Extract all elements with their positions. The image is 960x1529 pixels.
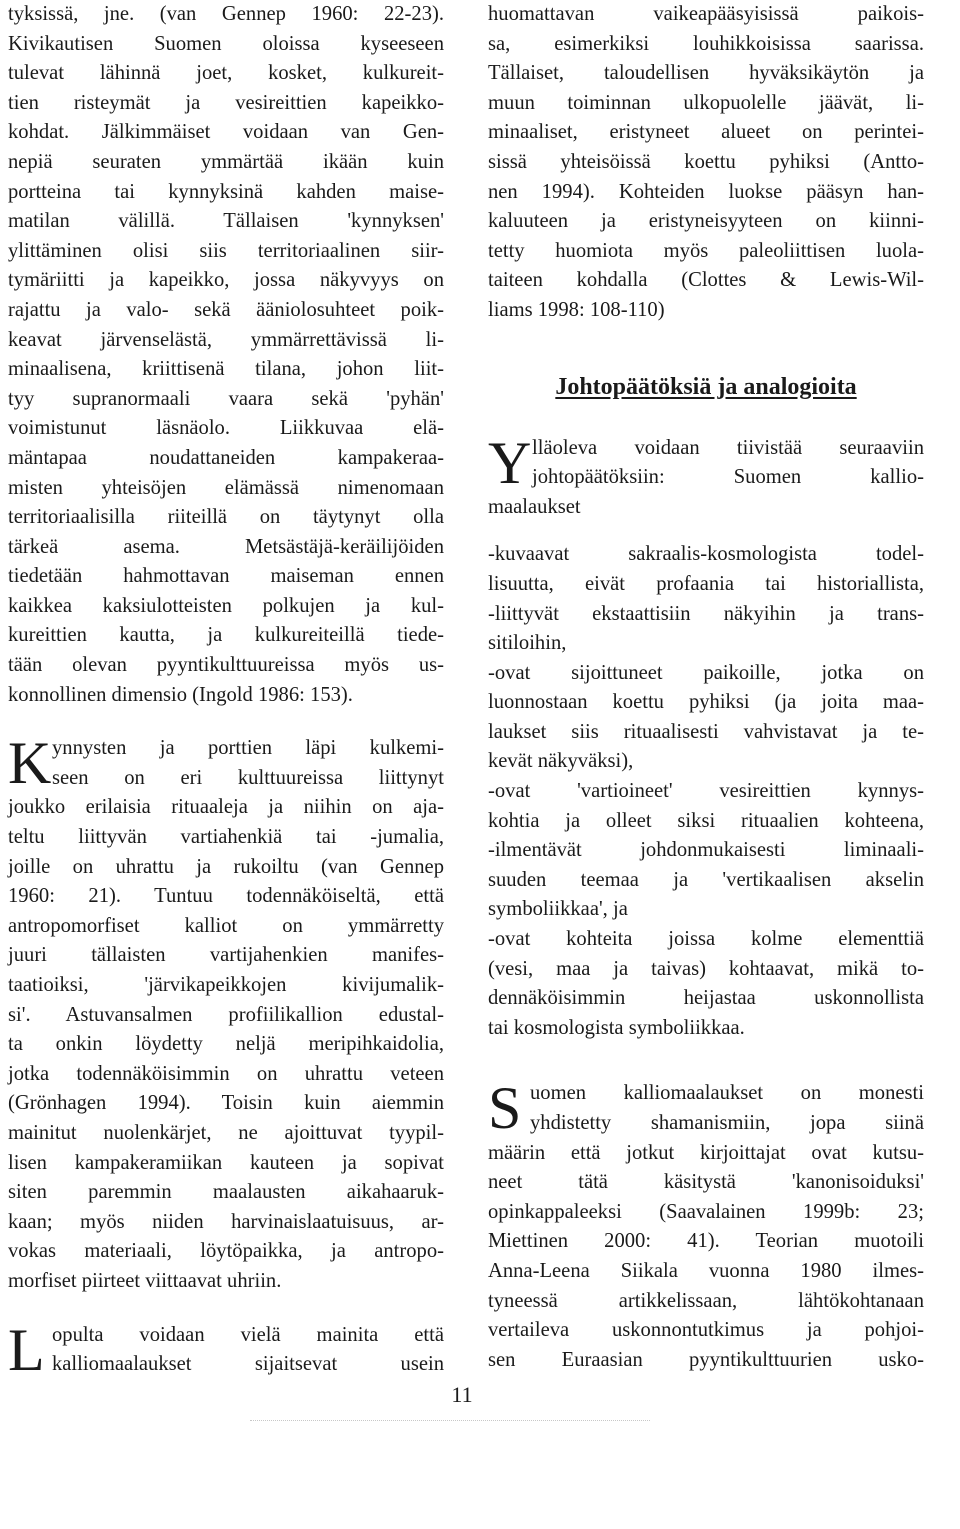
text-line: joille on uhrattu ja rukoiltu (van Gennep — [8, 855, 444, 878]
text-line: maalaukset — [488, 495, 581, 518]
text-line: kaan; myös niiden harvinaislaatuisuus, ar- — [8, 1210, 444, 1233]
text-line: joukko erilaisia rituaaleja ja niihin on aja- — [8, 796, 444, 819]
text-line: taatioiksi, 'järvikapeikkojen kivijumalik- — [8, 974, 444, 996]
text-line: konnollinen dimensio (Ingold 1986: 153). — [8, 683, 353, 706]
text-line: ta onkin löydetty neljä meripihkaidolia, — [8, 1033, 444, 1056]
text-line: Tällaiset, taloudellisen hyväksikäytön ja — [488, 62, 924, 85]
text-line: -ovat 'vartioineet' vesireittien kynnys- — [488, 780, 924, 803]
text-line: lisen kampakeramiikan kauteen ja sopivat — [8, 1151, 444, 1174]
text-line: lisuutta, eivät profaania tai historiallista, — [488, 572, 924, 595]
text-line: -ovat sijoittuneet paikoille, jotka on — [488, 661, 924, 684]
text-line: kevät näkyväksi), — [488, 750, 634, 773]
text-line: johtopäätöksiin: Suomen kallio- — [532, 466, 924, 489]
text-line: tymäriitti ja kapeikko, jossa näkyvyys on — [8, 269, 444, 292]
text-line: vokas materiaali, löytöpaikka, ja antropo- — [8, 1240, 444, 1263]
text-line: territoriaalisilla riiteillä on täytynyt olla — [8, 506, 444, 529]
text-line: huomattavan vaikeapääsyisissä paikois- — [488, 3, 924, 25]
right-paragraph-4 — [488, 1075, 924, 1375]
left-column — [8, 0, 444, 1383]
text-line: (Grönhagen 1994). Toisin kuin aiemmin — [8, 1092, 444, 1115]
text-line: nepiä seuraten ymmärtää ikään kuin — [8, 150, 444, 173]
text-line: 1960: 21). Tuntuu todennäköiseltä, että — [8, 885, 444, 908]
text-line: luonnostaan koettu pyhiksi (ja joita maa- — [488, 691, 924, 714]
text-line: sitiloihin, — [488, 632, 567, 655]
text-line: kalliomaalaukset sijaitsevat usein — [52, 1353, 444, 1376]
text-line: keavat järvenselästä, ymmärrettävissä li- — [8, 328, 444, 351]
section-heading: Johtopäätöksiä ja analogioita — [555, 373, 857, 400]
footer-rule — [250, 1420, 650, 1422]
text-line: voimistunut läsnäolo. Liikkuvaa elä- — [8, 417, 444, 440]
text-line: suuden teemaa ja 'vertikaalisen akselin — [488, 868, 924, 891]
text-line: sa, esimerkiksi louhikkoisissa saarissa. — [488, 32, 924, 55]
text-line: si'. Astuvansalmen profiilikallion edustal- — [8, 1003, 444, 1026]
text-line: -ilmentävät johdonmukaisesti liminaali- — [488, 839, 924, 862]
text-line: tyksissä, jne. (van Gennep 1960: 22-23). — [8, 3, 444, 25]
text-line: Anna-Leena Siikala vuonna 1980 ilmes- — [488, 1259, 924, 1282]
text-line: Kivikautisen Suomen oloissa kyseeseen — [8, 32, 444, 55]
text-line: teltu liittyvän vartiahenkiä tai -jumalia, — [8, 826, 444, 849]
text-line: misten yhteisöjen elämässä nimenomaan — [8, 476, 444, 499]
dropcap-s: S — [488, 1075, 522, 1142]
text-line: kohdat. Jälkimmäiset voidaan van Gen- — [8, 121, 444, 144]
text-line: (vesi, maa ja taivas) kohtaavat, mikä to- — [488, 957, 924, 980]
text-line: siten paremmin maalausten aikahaaruk- — [8, 1181, 444, 1204]
text-line: opinkappaleeksi (Saavalainen 1999b: 23; — [488, 1200, 924, 1223]
text-line: kaluuteen ja eristyneisyyteen on kiinni- — [488, 210, 924, 233]
text-line: tärkeä asema. Metsästäjä-keräilijöiden — [8, 535, 444, 558]
text-line: antropomorfiset kalliot on ymmärretty — [8, 914, 444, 937]
text-line: -liittyvät ekstaattisiin näkyihin ja trans- — [488, 602, 924, 625]
text-line: tään olevan pyyntikulttuureissa myös us- — [8, 654, 444, 677]
text-line: kohtia ja olleet siksi rituaalien kohteena, — [488, 809, 924, 832]
text-line: matilan välillä. Tällaisen 'kynnyksen' — [8, 210, 444, 233]
text-line: laukset siis rituaalisesti vahvistavat ja te- — [488, 720, 924, 743]
text-line: liams 1998: 108-110) — [488, 298, 665, 321]
left-paragraph-2 — [8, 730, 444, 1296]
text-line: -ovat kohteita joissa kolme elementtiä — [488, 928, 924, 951]
text-line: määrin että jotkut kirjoittajat ovat kutsu- — [488, 1141, 924, 1164]
text-line: yhdistetty shamanismiin, jopa siinä — [530, 1112, 924, 1134]
text-line: jotka todennäköisimmin on uhrattu veteen — [8, 1062, 444, 1085]
text-line: kureittien kautta, ja kulkureiteillä tiede- — [8, 624, 444, 647]
right-paragraph-1 — [488, 0, 924, 326]
right-paragraph-2 — [488, 429, 924, 523]
text-line: mäntapaa noudattaneiden kampakeraa- — [8, 446, 444, 469]
text-line: nen 1994). Kohteiden luokse pääsyn han- — [488, 180, 924, 203]
text-line: juuri tällaisten vartijahenkien manifes- — [8, 944, 444, 967]
left-paragraph-3 — [8, 1316, 444, 1383]
text-line: ylittäminen olisi siis territoriaalinen siir- — [8, 239, 444, 262]
text-line: muun toiminnan ulkopuolelle jäävät, li- — [488, 91, 924, 114]
text-line: rajattu ja valo- sekä ääniolosuhteet poik- — [8, 298, 444, 321]
text-line: portteina tai kynnyksinä kahden maise- — [8, 180, 444, 203]
text-line: tyy supranormaali vaara sekä 'pyhän' — [8, 387, 444, 410]
right-column — [488, 0, 924, 1375]
text-line: minaaliset, eristyneet alueet on perintei- — [488, 121, 924, 144]
text-line: tien risteymät ja vesireittien kapeikko- — [8, 91, 444, 114]
text-line: symboliikkaa', ja — [488, 898, 628, 921]
dropcap-y: Y — [488, 429, 532, 496]
text-line: taiteen kohdalla (Clottes & Lewis-Wil- — [488, 269, 924, 292]
text-line: tulevat lähinnä joet, kosket, kulkureit- — [8, 62, 444, 85]
text-line: sissä yhteisöissä koettu pyhiksi (Antto- — [488, 150, 924, 173]
text-line: tiedetään hahmottavan maiseman ennen — [8, 565, 444, 588]
page-number: 11 — [451, 1382, 473, 1407]
text-line: tai kosmologista symboliikkaa. — [488, 1016, 745, 1039]
text-line: seen on eri kulttuureissa liittynyt — [52, 766, 444, 789]
text-line: opulta voidaan vielä mainita että — [52, 1323, 444, 1346]
text-line: vertaileva uskonnontutkimus ja pohjoi- — [488, 1319, 924, 1342]
left-paragraph-1 — [8, 0, 444, 710]
dropcap-k: K — [8, 730, 52, 797]
text-line: neet tätä käsitystä 'kanonisoiduksi' — [488, 1171, 924, 1194]
text-line: sen Euraasian pyyntikulttuurien usko- — [488, 1348, 924, 1371]
text-line: uomen kalliomaalaukset on monesti — [530, 1082, 924, 1105]
conclusions-list — [488, 540, 924, 1043]
text-line: mainitut nuolenkärjet, ne ajoittuvat tyypil- — [8, 1121, 444, 1144]
text-line: morfiset piirteet viittaavat uhriin. — [8, 1269, 282, 1292]
text-line: -kuvaavat sakraalis-kosmologista todel- — [488, 543, 924, 566]
text-line: Miettinen 2000: 41). Teorian muotoili — [488, 1230, 924, 1253]
text-line: ynnysten ja porttien läpi kulkemi- — [52, 737, 444, 760]
dropcap-l: L — [8, 1316, 45, 1383]
text-line: lläoleva voidaan tiivistää seuraaviin — [532, 436, 924, 459]
text-line: tetty huomiota myös paleoliittisen luola- — [488, 239, 924, 262]
text-line: dennäköisimmin heijastaa uskonnollista — [488, 987, 924, 1010]
text-line: tyneessä artikkelissaan, lähtökohtanaan — [488, 1289, 924, 1312]
text-line: kaikkea kaksiulotteisten polkujen ja kul- — [8, 594, 444, 617]
text-line: minaalisena, kriittisenä tilana, johon liit- — [8, 358, 444, 381]
